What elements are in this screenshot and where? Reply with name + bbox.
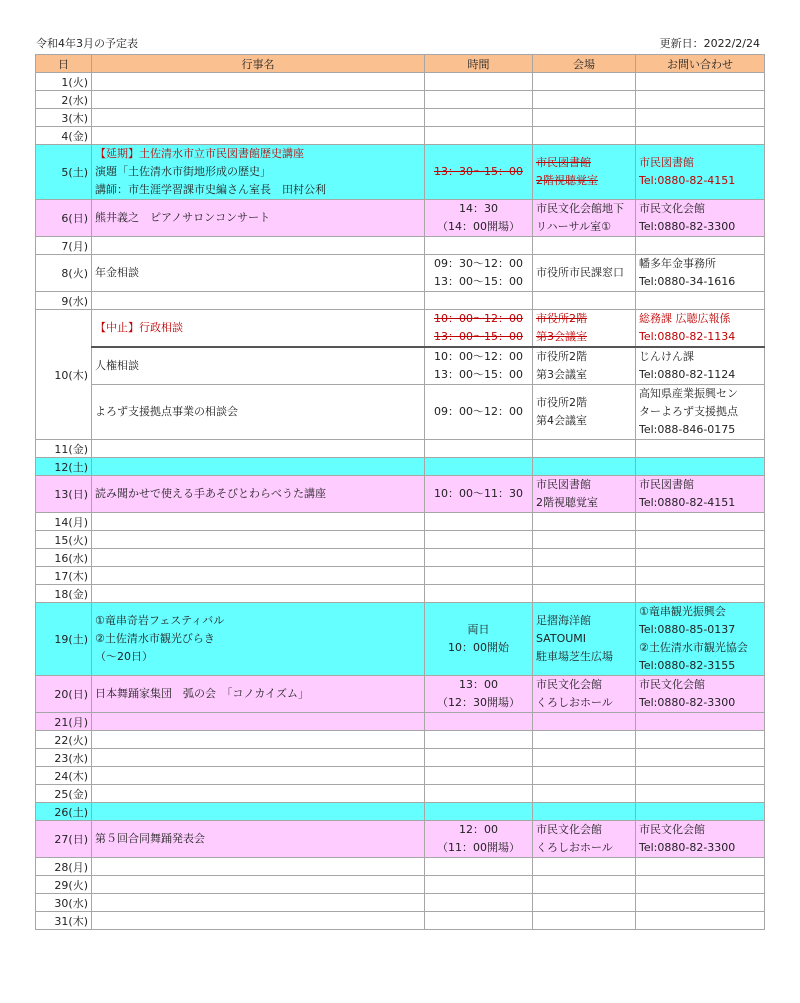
day-cell: 14(月) <box>36 513 92 531</box>
time-cell <box>425 347 533 385</box>
event-line: よろず支援拠点事業の相談会 <box>95 405 238 418</box>
table-row <box>36 73 765 91</box>
venue-cell <box>533 476 636 513</box>
col-time: 時間 <box>425 55 533 73</box>
contact-line: ②土佐清水市観光協会 <box>639 641 748 654</box>
event-line: （～20日） <box>95 650 153 663</box>
time-cell <box>425 476 533 513</box>
event-cell <box>92 200 425 237</box>
table-row <box>36 803 765 821</box>
col-venue: 会場 <box>533 55 636 73</box>
table-row <box>36 876 765 894</box>
day-cell: 3(木) <box>36 109 92 127</box>
day-cell: 31(木) <box>36 912 92 930</box>
contact-cell <box>636 676 765 713</box>
time-line: 13：00～15：00 <box>434 368 523 381</box>
table-row <box>36 767 765 785</box>
contact-cell <box>636 255 765 292</box>
event-line: 人権相談 <box>95 359 139 372</box>
event-cell <box>92 347 425 385</box>
contact-line: 市民文化会館 <box>639 823 705 836</box>
day-cell: 20(日) <box>36 676 92 713</box>
venue-line: 市民文化会館地下 <box>536 202 624 215</box>
day-cell: 18(金) <box>36 585 92 603</box>
table-row <box>36 567 765 585</box>
venue-line: 第3会議室 <box>536 330 587 343</box>
venue-cell <box>533 310 636 348</box>
table-row <box>36 585 765 603</box>
time-cell <box>425 603 533 676</box>
contact-cell <box>636 385 765 440</box>
table-row <box>36 858 765 876</box>
event-line: 読み聞かせで使える手あそびとわらべうた講座 <box>95 487 326 500</box>
event-line: 第５回合同舞踊発表会 <box>95 832 205 845</box>
contact-line: Tel:0880-82-4151 <box>639 174 736 187</box>
venue-line: 市民図書館 <box>536 156 591 169</box>
contact-line: 幡多年金事務所 <box>639 257 716 270</box>
day-cell: 17(木) <box>36 567 92 585</box>
event-cell <box>92 310 425 348</box>
contact-line: Tel:0880-82-3155 <box>639 659 736 672</box>
event-line: 【延期】土佐清水市立市民図書館歴史講座 <box>95 147 304 160</box>
contact-cell <box>636 310 765 348</box>
table-row <box>36 109 765 127</box>
day-cell: 11(金) <box>36 440 92 458</box>
event-cell <box>92 676 425 713</box>
contact-line: Tel:088-846-0175 <box>639 423 736 436</box>
time-line: （14：00開場） <box>437 220 520 233</box>
time-line: 09：00～12：00 <box>434 405 523 418</box>
time-line: 13：00 <box>459 678 498 691</box>
time-line: 13：30～15：00 <box>434 165 523 178</box>
table-row <box>36 310 765 348</box>
contact-line: Tel:0880-82-1134 <box>639 330 736 343</box>
table-row <box>36 458 765 476</box>
day-cell: 30(水) <box>36 894 92 912</box>
table-row <box>36 731 765 749</box>
table-row <box>36 603 765 676</box>
venue-cell <box>533 347 636 385</box>
event-line: 講師：市生涯学習課市史編さん室長 田村公利 <box>95 183 326 196</box>
event-cell <box>92 603 425 676</box>
table-row <box>36 440 765 458</box>
time-cell <box>425 385 533 440</box>
venue-cell <box>533 200 636 237</box>
time-line: 13：00～15：00 <box>434 275 523 288</box>
contact-line: Tel:0880-82-4151 <box>639 496 736 509</box>
time-line: （12：30開場） <box>437 696 520 709</box>
table-row <box>36 785 765 803</box>
day-cell: 23(水) <box>36 749 92 767</box>
event-line: 年金相談 <box>95 266 139 279</box>
contact-line: Tel:0880-82-1124 <box>639 368 736 381</box>
table-row <box>36 549 765 567</box>
time-line: （11：00開場） <box>437 841 520 854</box>
venue-line: リハーサル室① <box>536 220 611 233</box>
table-row <box>36 531 765 549</box>
day-cell: 9(水) <box>36 292 92 310</box>
contact-line: ターよろず支援拠点 <box>639 405 738 418</box>
venue-line: SATOUMI <box>536 632 587 645</box>
venue-line: 市民文化会館 <box>536 678 602 691</box>
table-row <box>36 749 765 767</box>
day-cell: 16(水) <box>36 549 92 567</box>
venue-line: 第4会議室 <box>536 414 587 427</box>
day-cell: 6(日) <box>36 200 92 237</box>
contact-cell <box>636 821 765 858</box>
schedule-table <box>35 54 765 930</box>
day-cell: 8(火) <box>36 255 92 292</box>
col-day: 日 <box>36 55 92 73</box>
day-cell: 29(火) <box>36 876 92 894</box>
table-row <box>36 292 765 310</box>
table-row <box>36 385 765 440</box>
contact-cell <box>636 476 765 513</box>
event-line: ①竜串奇岩フェスティバル <box>95 614 225 627</box>
time-line: 10：00～12：00 <box>434 350 523 363</box>
venue-line: 2階視聴覚室 <box>536 174 598 187</box>
time-cell <box>425 821 533 858</box>
contact-cell <box>636 145 765 200</box>
event-cell <box>92 476 425 513</box>
time-cell <box>425 676 533 713</box>
table-row <box>36 347 765 385</box>
contact-line: 市民図書館 <box>639 156 694 169</box>
venue-line: 2階視聴覚室 <box>536 496 598 509</box>
event-line: ②土佐清水市観光びらき <box>95 632 215 645</box>
time-line: 09：30～12：00 <box>434 257 523 270</box>
table-row <box>36 200 765 237</box>
event-line: 日本舞踊家集団 弧の会 「コノカイズム」 <box>95 687 309 700</box>
page-title: 令和4年3月の予定表 <box>36 37 138 50</box>
time-line: 12：00 <box>459 823 498 836</box>
day-cell: 22(火) <box>36 731 92 749</box>
day-cell: 25(金) <box>36 785 92 803</box>
day-cell: 5(土) <box>36 145 92 200</box>
venue-line: 市役所市民課窓口 <box>536 266 624 279</box>
day-cell: 12(土) <box>36 458 92 476</box>
table-row <box>36 127 765 145</box>
contact-cell <box>636 200 765 237</box>
time-line: 両日 <box>467 623 490 636</box>
time-cell <box>425 200 533 237</box>
table-row <box>36 821 765 858</box>
day-cell: 1(火) <box>36 73 92 91</box>
time-line: 10：00開始 <box>448 641 509 654</box>
time-line: 13：00～15：00 <box>434 330 523 343</box>
contact-line: ①竜串観光振興会 <box>639 605 726 618</box>
contact-line: Tel:0880-82-3300 <box>639 696 736 709</box>
venue-line: 足摺海洋館 <box>536 614 591 627</box>
table-row <box>36 513 765 531</box>
time-line: 14：30 <box>459 202 498 215</box>
venue-line: くろしおホール <box>536 696 613 709</box>
time-cell <box>425 255 533 292</box>
event-line: 熊井義之 ピアノサロンコンサート <box>95 211 271 224</box>
contact-line: 市民図書館 <box>639 478 694 491</box>
day-cell: 27(日) <box>36 821 92 858</box>
contact-line: Tel:0880-34-1616 <box>639 275 736 288</box>
venue-cell <box>533 676 636 713</box>
venue-cell <box>533 821 636 858</box>
contact-line: 市民文化会館 <box>639 678 705 691</box>
event-line: 【中止】行政相談 <box>95 321 183 334</box>
contact-cell <box>636 347 765 385</box>
table-row <box>36 713 765 731</box>
col-contact: お問い合わせ <box>636 55 765 73</box>
contact-line: 総務課 広聴広報係 <box>639 312 731 325</box>
day-cell: 2(水) <box>36 91 92 109</box>
table-header-row <box>36 55 765 73</box>
day-cell: 21(月) <box>36 713 92 731</box>
venue-line: 市民図書館 <box>536 478 591 491</box>
day-cell: 28(月) <box>36 858 92 876</box>
time-cell <box>425 145 533 200</box>
venue-cell <box>533 255 636 292</box>
table-row <box>36 912 765 930</box>
event-line: 演題「土佐清水市街地形成の歴史」 <box>95 165 271 178</box>
venue-cell <box>533 145 636 200</box>
time-line: 10：00～11：30 <box>434 487 523 500</box>
table-row <box>36 91 765 109</box>
table-row <box>36 237 765 255</box>
day-cell: 15(火) <box>36 531 92 549</box>
contact-line: Tel:0880-82-3300 <box>639 220 736 233</box>
venue-line: 駐車場芝生広場 <box>536 650 613 663</box>
table-row <box>36 255 765 292</box>
contact-line: 高知県産業振興セン <box>639 387 738 400</box>
venue-line: 市役所2階 <box>536 396 587 409</box>
event-cell <box>92 255 425 292</box>
day-cell: 10(木) <box>36 310 92 440</box>
contact-cell <box>636 603 765 676</box>
contact-line: Tel:0880-82-3300 <box>639 841 736 854</box>
table-row <box>36 476 765 513</box>
col-event: 行事名 <box>92 55 425 73</box>
event-cell <box>92 821 425 858</box>
day-cell: 13(日) <box>36 476 92 513</box>
day-cell: 26(土) <box>36 803 92 821</box>
time-line: 10：00～12：00 <box>434 312 523 325</box>
day-cell: 4(金) <box>36 127 92 145</box>
venue-line: 第3会議室 <box>536 368 587 381</box>
venue-line: 市役所2階 <box>536 312 587 325</box>
contact-line: Tel:0880-85-0137 <box>639 623 736 636</box>
table-row <box>36 894 765 912</box>
venue-line: くろしおホール <box>536 841 613 854</box>
day-cell: 7(月) <box>36 237 92 255</box>
table-row <box>36 676 765 713</box>
day-cell: 24(木) <box>36 767 92 785</box>
event-cell <box>92 145 425 200</box>
contact-line: 市民文化会館 <box>639 202 705 215</box>
venue-line: 市役所2階 <box>536 350 587 363</box>
venue-line: 市民文化会館 <box>536 823 602 836</box>
venue-cell <box>533 603 636 676</box>
day-cell: 19(土) <box>36 603 92 676</box>
updated-date: 更新日：2022/2/24 <box>659 37 760 50</box>
time-cell <box>425 310 533 348</box>
event-cell <box>92 385 425 440</box>
venue-cell <box>533 385 636 440</box>
table-row <box>36 145 765 200</box>
contact-line: じんけん課 <box>639 350 694 363</box>
